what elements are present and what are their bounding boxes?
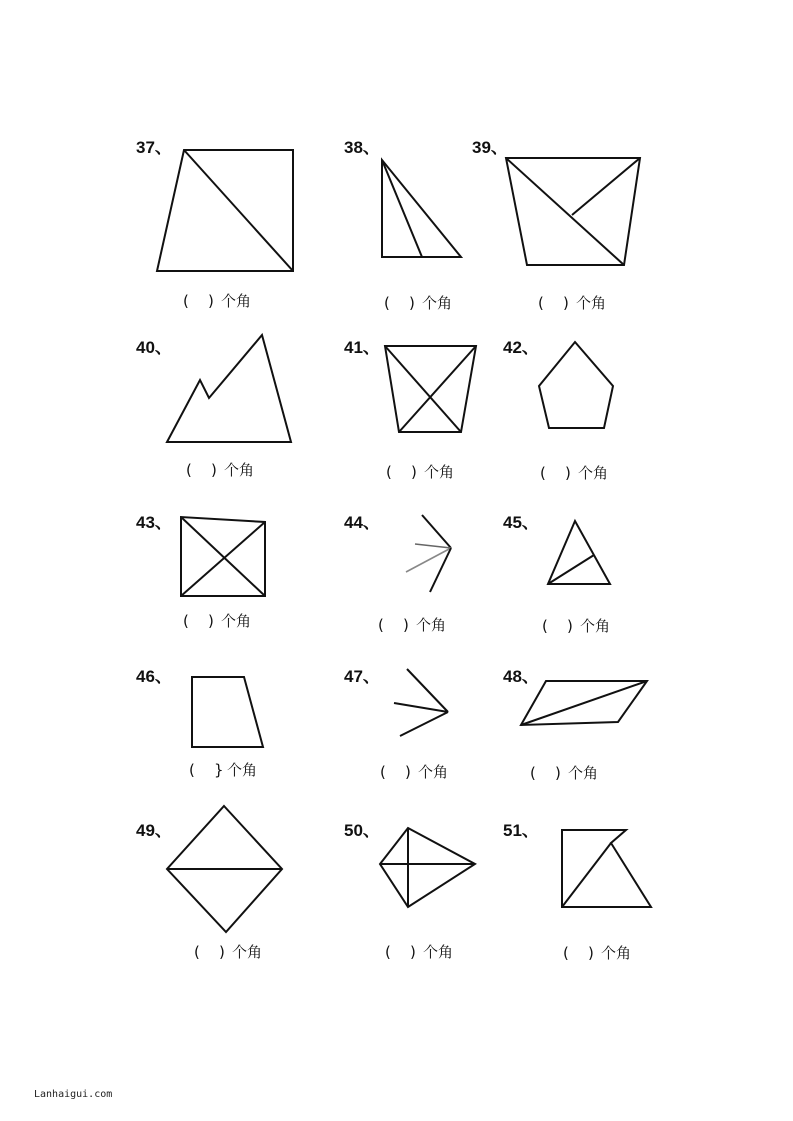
answer-38	[384, 292, 452, 313]
figure-42	[539, 342, 613, 428]
answer-unit: 个角	[423, 943, 454, 961]
figure-47	[394, 669, 448, 736]
answer-blank[interactable]: ( )	[186, 461, 217, 479]
answer-blank[interactable]: ( )	[530, 764, 561, 782]
answer-unit: 个角	[424, 463, 455, 481]
figure-40	[167, 335, 291, 442]
answer-blank[interactable]: ( )	[540, 464, 571, 482]
answer-blank[interactable]: ( )	[378, 616, 409, 634]
answer-43	[183, 610, 251, 631]
answer-46	[189, 759, 257, 780]
answer-blank[interactable]: ( )	[563, 944, 594, 962]
answer-47	[380, 761, 448, 782]
answer-45	[542, 615, 610, 636]
answer-unit: 个角	[576, 294, 607, 312]
footer-site-name: Lanhaigui.com	[34, 1089, 113, 1100]
figure-43	[181, 517, 265, 596]
problem-number-37: 37、	[136, 138, 172, 157]
problem-number-46: 46、	[136, 667, 172, 686]
answer-37	[183, 290, 251, 311]
answer-blank[interactable]: ( )	[183, 292, 214, 310]
answer-blank[interactable]: ( )	[386, 463, 417, 481]
problem-number-40: 40、	[136, 338, 172, 357]
figure-50	[380, 828, 475, 907]
answer-unit: 个角	[578, 464, 609, 482]
figure-38	[382, 160, 461, 257]
answer-blank[interactable]: ( )	[385, 943, 416, 961]
answer-41	[386, 461, 454, 482]
answer-unit: 个角	[224, 461, 255, 479]
answer-42	[540, 462, 608, 483]
answer-unit: 个角	[416, 616, 447, 634]
answer-50	[385, 941, 453, 962]
answer-blank[interactable]: ( )	[194, 943, 225, 961]
answer-blank[interactable]: ( )	[538, 294, 569, 312]
problem-number-48: 48、	[503, 667, 539, 686]
answer-unit: 个角	[232, 943, 263, 961]
answer-49	[194, 941, 262, 962]
figure-48	[521, 681, 647, 725]
figure-44	[406, 515, 451, 592]
problem-number-49: 49、	[136, 821, 172, 840]
answer-39	[538, 292, 606, 313]
figure-49	[167, 806, 282, 932]
answer-unit: 个角	[422, 294, 453, 312]
answer-44	[378, 614, 446, 635]
problem-number-42: 42、	[503, 338, 539, 357]
problem-number-44: 44、	[344, 513, 380, 532]
figure-41	[385, 346, 476, 432]
figure-46	[192, 677, 263, 747]
answer-48	[530, 762, 598, 783]
answer-blank[interactable]: ( )	[384, 294, 415, 312]
problem-number-47: 47、	[344, 667, 380, 686]
answer-blank[interactable]: ( )	[542, 617, 573, 635]
problem-number-50: 50、	[344, 821, 380, 840]
problem-number-38: 38、	[344, 138, 380, 157]
answer-unit: 个角	[601, 944, 632, 962]
problem-number-51: 51、	[503, 821, 539, 840]
problem-number-45: 45、	[503, 513, 539, 532]
answer-unit: 个角	[221, 612, 252, 630]
problem-number-43: 43、	[136, 513, 172, 532]
answer-blank[interactable]: ( )	[380, 763, 411, 781]
answer-unit: 个角	[568, 764, 599, 782]
answer-blank[interactable]: ( )	[183, 612, 214, 630]
answer-unit: 个角	[580, 617, 611, 635]
figure-37	[157, 150, 293, 271]
problem-number-39: 39、	[472, 138, 508, 157]
figure-45	[548, 521, 610, 584]
figure-51	[562, 830, 651, 907]
figure-39	[506, 158, 640, 265]
answer-unit: 个角	[227, 761, 258, 779]
answer-unit: 个角	[221, 292, 252, 310]
answer-unit: 个角	[418, 763, 449, 781]
answer-51	[563, 942, 631, 963]
problem-number-41: 41、	[344, 338, 380, 357]
answer-40	[186, 459, 254, 480]
answer-blank[interactable]: ( }	[189, 761, 224, 779]
